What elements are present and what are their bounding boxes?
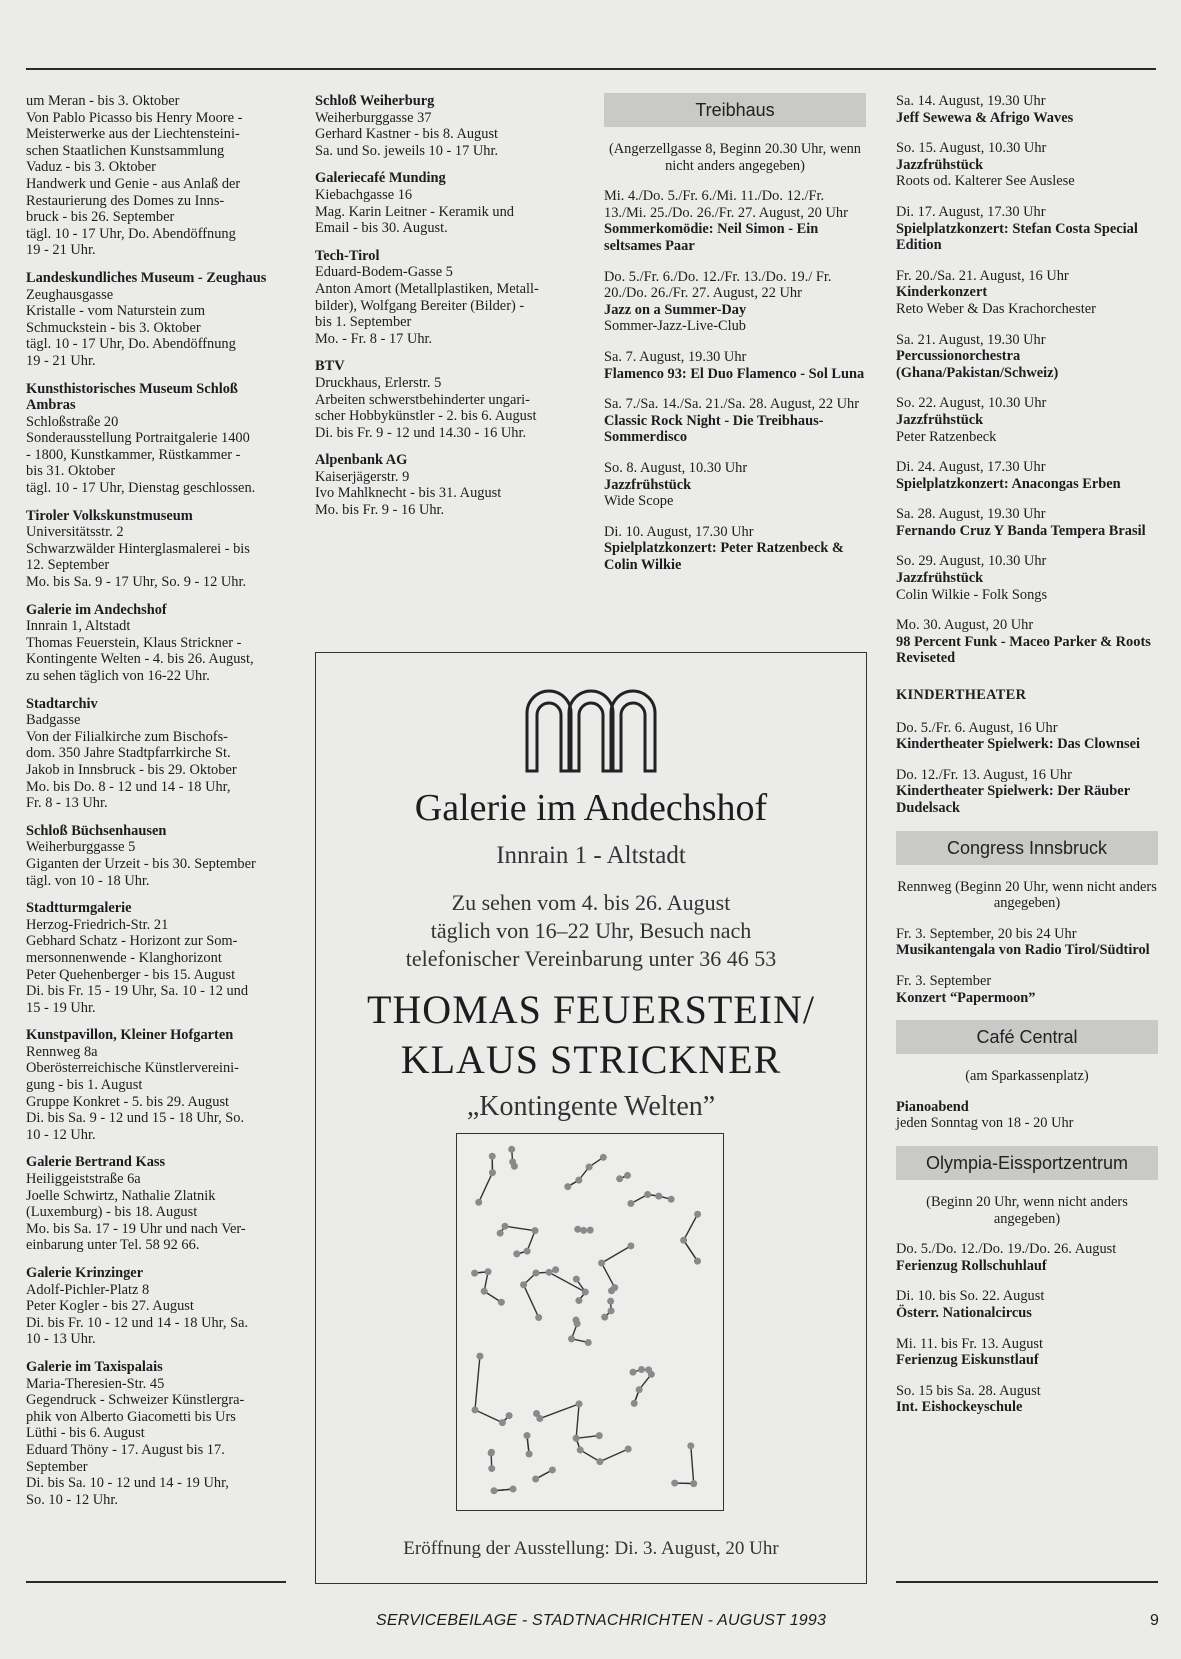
congress-note: Rennweg (Beginn 20 Uhr, wenn nicht anders angegeben) — [897, 878, 1157, 912]
listing-line: Sonderausstellung Portraitgalerie 1400 — [26, 430, 250, 447]
ad-info-hours: täglich von 16–22 Uhr, Besuch nach — [430, 918, 752, 943]
listing-line: Email - bis 30. August. — [315, 220, 448, 237]
listing-line: Kaiserjägerstr. 9 — [315, 468, 410, 485]
listing-title: Galerie Bertrand Kass — [26, 1154, 166, 1171]
column-events — [896, 93, 1158, 1430]
ad-info-phone: telefonischer Vereinbarung unter 36 46 53 — [405, 946, 777, 971]
event-date: Di. 10. bis So. 22. August — [896, 1288, 1045, 1305]
listing-line: 10 - 13 Uhr. — [26, 1331, 96, 1348]
event-subtitle: Colin Wilkie - Folk Songs — [896, 586, 1048, 603]
event-entry — [896, 973, 1158, 1006]
listing-line: Joelle Schwirtz, Nathalie Zlatnik — [26, 1187, 216, 1204]
listing-entry — [26, 900, 288, 1016]
listing-entry — [26, 270, 288, 370]
event-title: Fernando Cruz Y Banda Tempera Brasil — [896, 522, 1146, 539]
kindertheater-events — [896, 720, 1158, 817]
event-entry — [604, 269, 866, 335]
listing-line: Gegendruck - Schweizer Künstlergra- — [26, 1392, 245, 1409]
event-date: Sa. 7. August, 19.30 Uhr — [604, 348, 747, 365]
treibhaus-events — [604, 188, 866, 573]
listing-line: mersonnenwende - Klanghorizont — [26, 949, 222, 966]
listing-line: Mo. bis Sa. 17 - 19 Uhr und nach Ver- — [26, 1220, 246, 1237]
page-number: 9 — [1150, 1612, 1159, 1629]
listing-line: Herzog-Friedrich-Str. 21 — [26, 916, 169, 933]
listing-line: Von Pablo Picasso bis Henry Moore - — [26, 109, 243, 126]
listing-line: tägl. von 10 - 18 Uhr. — [26, 872, 150, 889]
bottom-rule-left — [26, 1581, 286, 1583]
listing-title: Kunsthistorisches Museum Schloß Ambras — [26, 380, 238, 414]
event-title: Jeff Sewewa & Afrigo Waves — [896, 109, 1074, 126]
event-title: Ferienzug Eiskunstlauf — [896, 1352, 1039, 1369]
listing-line: Anton Amort (Metallplastiken, Metall- — [315, 280, 539, 297]
event-date: Di. 24. August, 17.30 Uhr — [896, 459, 1046, 476]
gallery-advertisement — [315, 652, 867, 1584]
listing-line: zu sehen täglich von 16-22 Uhr. — [26, 668, 210, 684]
ad-artwork — [456, 1133, 724, 1511]
event-date: So. 15. August, 10.30 Uhr — [896, 140, 1047, 157]
listing-line: Schmuckstein - bis 3. Oktober — [26, 319, 201, 336]
event-entry — [896, 553, 1158, 603]
listing-line: Thomas Feuerstein, Klaus Strickner - — [26, 634, 242, 651]
listing-line: Schloßstraße 20 — [26, 413, 119, 430]
event-date: Fr. 20./Sa. 21. August, 16 Uhr — [896, 267, 1069, 284]
event-entry — [604, 188, 866, 254]
listing-entry — [315, 93, 585, 159]
column-treibhaus — [604, 93, 866, 587]
ad-gallery-title: Galerie im Andechshof — [414, 787, 768, 829]
listing-line: Di. bis Fr. 9 - 12 und 14.30 - 16 Uhr. — [315, 424, 527, 441]
event-title: Classic Rock Night - Die Treibhaus-Sommerdisco — [604, 412, 824, 446]
listing-line: tägl. 10 - 17 Uhr, Do. Abendöffnung — [26, 225, 236, 242]
treibhaus-band: Treibhaus — [604, 93, 866, 127]
listing-line: bis 31. Oktober — [26, 463, 116, 480]
listing-entry — [315, 452, 585, 518]
listing-line: Gruppe Konkret - 5. bis 29. August — [26, 1093, 230, 1110]
olympia-band: Olympia-Eissportzentrum — [896, 1146, 1158, 1180]
event-subtitle: Sommer-Jazz-Live-Club — [604, 318, 746, 335]
listing-title: Alpenbank AG — [315, 452, 408, 469]
listing-title: Galerie im Taxispalais — [26, 1358, 163, 1375]
listing-entry — [315, 358, 585, 441]
ad-opening: Eröffnung der Ausstellung: Di. 3. August, 20 Uhr — [403, 1538, 779, 1559]
event-date: Sa. 28. August, 19.30 Uhr — [896, 506, 1046, 523]
listing-entry — [26, 1027, 288, 1143]
listing-line: Innrain 1, Altstadt — [26, 618, 131, 635]
event-title: Flamenco 93: El Duo Flamenco - Sol Luna — [604, 365, 865, 382]
listing-line: Eduard-Bodem-Gasse 5 — [315, 264, 453, 281]
event-title: Jazzfrühstück — [896, 570, 984, 587]
listing-line: Ivo Mahlknecht - bis 31. August — [315, 485, 502, 502]
column-galleries — [315, 93, 585, 530]
event-date: Sa. 7./Sa. 14./Sa. 21./Sa. 28. August, 22 Uhr — [604, 396, 860, 413]
listing-line: Gerhard Kastner - bis 8. August — [315, 126, 499, 143]
event-title: Pianoabend — [896, 1098, 969, 1115]
event-entry — [604, 524, 866, 574]
event-title: Percussionorchestra (Ghana/Pakistan/Schweiz) — [896, 348, 1059, 381]
listing-line: bruck - bis 26. September — [26, 209, 175, 226]
event-entry — [896, 506, 1158, 539]
listing-line: scher Hobbykünstler - 2. bis 6. August — [315, 408, 537, 425]
event-date: Mi. 4./Do. 5./Fr. 6./Mi. 11./Do. 12./Fr. 13./Mi. 25./Do. 26./Fr. 27. August, 20 Uhr — [604, 188, 848, 221]
event-date: Do. 5./Fr. 6. August, 16 Uhr — [896, 719, 1058, 736]
event-entry — [896, 1288, 1158, 1321]
listing-title: Stadtturmgalerie — [26, 900, 132, 917]
listing-line: gung - bis 1. August — [26, 1077, 143, 1094]
listing-line: Eduard Thöny - 17. August bis 17. — [26, 1441, 225, 1458]
event-entry — [896, 93, 1158, 126]
listing-title: Stadtarchiv — [26, 695, 98, 712]
bottom-rule-right — [896, 1581, 1158, 1583]
event-date: Sa. 14. August, 19.30 Uhr — [896, 93, 1046, 109]
ad-artist-name-2: KLAUS STRICKNER — [400, 1037, 782, 1082]
event-entry — [896, 720, 1158, 753]
event-entry — [896, 1241, 1158, 1274]
listing-line: 10 - 12 Uhr. — [26, 1126, 96, 1143]
event-subtitle: jeden Sonntag von 18 - 20 Uhr — [896, 1115, 1074, 1132]
listing-line: Di. bis Fr. 10 - 12 und 14 - 18 Uhr, Sa. — [26, 1314, 249, 1331]
listing-line: Heiliggeiststraße 6a — [26, 1171, 141, 1188]
listing-entry — [26, 93, 288, 259]
event-entry — [896, 268, 1158, 318]
event-date: Do. 5./Fr. 6./Do. 12./Fr. 13./Do. 19./ Fr. 20./Do. 26./Fr. 27. August, 22 Uhr — [604, 268, 832, 302]
event-title: Spielplatzkonzert: Stefan Costa Special Edition — [896, 220, 1138, 254]
event-title: Spielplatzkonzert: Anacongas Erben — [896, 475, 1121, 492]
listing-line: Badgasse — [26, 712, 81, 729]
event-entry — [896, 332, 1158, 382]
event-title: Jazzfrühstück — [896, 156, 984, 173]
ad-location: Innrain 1 - Altstadt — [496, 842, 686, 869]
event-title: Sommerkomödie: Neil Simon - Ein seltsames Paar — [604, 221, 819, 254]
listing-line: phik von Alberto Giacometti bis Urs — [26, 1408, 236, 1425]
event-entry — [896, 926, 1158, 959]
listing-line: Kristalle - vom Naturstein zum — [26, 303, 206, 320]
listing-line: Universitätsstr. 2 — [26, 524, 124, 541]
event-subtitle: Roots od. Kalterer See Auslese — [896, 173, 1075, 190]
listing-entry — [315, 248, 585, 348]
olympia-note: (Beginn 20 Uhr, wenn nicht anders angegeben) — [926, 1193, 1128, 1227]
listing-line: 12. September — [26, 557, 110, 574]
event-title: Jazzfrühstück — [604, 476, 692, 493]
listing-line: Di. bis Fr. 15 - 19 Uhr, Sa. 10 - 12 und — [26, 983, 249, 1000]
listing-line: um Meran - bis 3. Oktober — [26, 93, 180, 109]
event-date: So. 22. August, 10.30 Uhr — [896, 395, 1047, 412]
column-museums — [26, 93, 288, 1519]
event-entry — [896, 204, 1158, 254]
listing-line: Sa. und So. jeweils 10 - 17 Uhr. — [315, 142, 499, 159]
listing-entry — [26, 381, 288, 497]
listing-line: Gebhard Schatz - Horizont zur Som- — [26, 933, 238, 950]
treibhaus-note: (Angerzellgasse 8, Beginn 20.30 Uhr, wenn nicht anders angegeben) — [609, 141, 861, 174]
listing-line: Handwerk und Genie - aus Anlaß der — [26, 175, 241, 192]
listing-line: Adolf-Pichler-Platz 8 — [26, 1281, 150, 1298]
event-title: Konzert “Papermoon” — [896, 989, 1036, 1006]
event-date: So. 15 bis Sa. 28. August — [896, 1382, 1041, 1399]
listing-title: Schloß Büchsenhausen — [26, 822, 167, 839]
event-entry — [896, 459, 1158, 492]
events-list — [896, 93, 1158, 667]
listing-line: Mo. bis Fr. 9 - 16 Uhr. — [315, 502, 445, 519]
event-title: Spielplatzkonzert: Peter Ratzenbeck & Colin Wilkie — [604, 540, 844, 573]
event-title: 98 Percent Funk - Maceo Parker & Roots Reviseted — [896, 633, 1151, 667]
listing-line: bilder), Wolfgang Bereiter (Bilder) - — [315, 297, 525, 314]
listing-line: - 1800, Kunstkammer, Rüstkammer - — [26, 446, 241, 463]
listing-line: Mo. bis Do. 8 - 12 und 14 - 18 Uhr, — [26, 778, 231, 795]
listing-title: Tech-Tirol — [315, 247, 380, 264]
event-entry — [896, 1336, 1158, 1369]
event-subtitle: Reto Weber & Das Krachorchester — [896, 300, 1096, 317]
listing-line: Kiebachgasse 16 — [315, 186, 413, 203]
event-title: Musikantengala von Radio Tirol/Südtirol — [896, 942, 1150, 959]
congress-events — [896, 926, 1158, 1006]
event-entry — [896, 617, 1158, 667]
event-date: Mi. 11. bis Fr. 13. August — [896, 1335, 1043, 1352]
event-entry — [896, 395, 1158, 445]
listing-line: Arbeiten schwerstbehinderter ungari- — [315, 391, 530, 408]
network-artwork-icon — [458, 1134, 723, 1509]
listing-line: Mo. bis Sa. 9 - 17 Uhr, So. 9 - 12 Uhr. — [26, 574, 247, 591]
event-date: Fr. 3. September, 20 bis 24 Uhr — [896, 925, 1077, 942]
event-entry — [896, 767, 1158, 817]
event-title: Kindertheater Spielwerk: Das Clownsei — [896, 736, 1140, 753]
listing-line: schen Staatlichen Kunstsammlung — [26, 142, 225, 159]
cafe-note: (am Sparkassenplatz) — [965, 1068, 1089, 1085]
event-subtitle: Peter Ratzenbeck — [896, 428, 997, 445]
event-date: Mo. 30. August, 20 Uhr — [896, 617, 1034, 634]
event-subtitle: Wide Scope — [604, 493, 674, 510]
event-date: Di. 17. August, 17.30 Uhr — [896, 203, 1046, 220]
listing-line: Peter Quehenberger - bis 15. August — [26, 966, 236, 983]
event-date: Do. 12./Fr. 13. August, 16 Uhr — [896, 766, 1072, 783]
event-title: Jazz on a Summer-Day — [604, 301, 747, 318]
cafe-band: Café Central — [896, 1020, 1158, 1054]
listing-line: (Luxemburg) - bis 18. August — [26, 1204, 198, 1221]
listing-line: Druckhaus, Erlerstr. 5 — [315, 374, 442, 391]
listing-line: September — [26, 1458, 88, 1475]
listing-title: Kunstpavillon, Kleiner Hofgarten — [26, 1027, 234, 1044]
event-entry — [896, 1383, 1158, 1416]
arches-logo-icon — [521, 683, 661, 773]
congress-band: Congress Innsbruck — [896, 831, 1158, 865]
event-title: Kinderkonzert — [896, 284, 988, 301]
listing-line: einbarung unter Tel. 58 92 66. — [26, 1237, 200, 1254]
listing-line: Kontingente Welten - 4. bis 26. August, — [26, 651, 254, 668]
listing-title: Schloß Weiherburg — [315, 93, 435, 109]
event-entry — [604, 349, 866, 382]
event-title: Österr. Nationalcircus — [896, 1304, 1032, 1321]
listing-line: Maria-Theresien-Str. 45 — [26, 1375, 165, 1392]
listing-line: Weiherburggasse 37 — [315, 109, 432, 126]
listing-line: Rennweg 8a — [26, 1043, 98, 1060]
listing-line: Giganten der Urzeit - bis 30. September — [26, 855, 256, 872]
cafe-events — [896, 1099, 1158, 1132]
event-title: Int. Eishockeyschule — [896, 1399, 1023, 1416]
listing-line: 15 - 19 Uhr. — [26, 999, 96, 1016]
listing-entry — [26, 508, 288, 591]
footer-title: SERVICEBEILAGE - STADTNACHRICHTEN - AUGUST 1993 — [376, 1612, 827, 1629]
event-entry — [896, 140, 1158, 190]
listing-line: Restaurierung des Domes zu Inns- — [26, 192, 225, 209]
ad-artist-name-1: THOMAS FEUERSTEIN/ — [366, 987, 816, 1032]
ad-info-dates: Zu sehen vom 4. bis 26. August — [451, 890, 731, 915]
event-title: Jazzfrühstück — [896, 411, 984, 428]
olympia-events — [896, 1241, 1158, 1416]
listing-line: Peter Kogler - bis 27. August — [26, 1298, 194, 1315]
top-rule — [26, 68, 1156, 70]
listing-title: Galerie Krinzinger — [26, 1265, 144, 1281]
event-entry — [604, 396, 866, 446]
listing-line: 19 - 21 Uhr. — [26, 242, 96, 259]
listing-line: Jakob in Innsbruck - bis 29. Oktober — [26, 761, 237, 778]
kindertheater-heading: KINDERTHEATER — [896, 687, 1027, 704]
listing-line: Weiherburggasse 5 — [26, 839, 136, 856]
listing-line: Oberösterreichische Künstlervereini- — [26, 1060, 239, 1077]
listing-entry — [26, 602, 288, 685]
event-date: Sa. 21. August, 19.30 Uhr — [896, 331, 1046, 348]
listing-entry — [26, 823, 288, 889]
listing-line: tägl. 10 - 17 Uhr, Do. Abendöffnung — [26, 336, 236, 353]
ad-exhibition-title: „Kontingente Welten” — [466, 1091, 716, 1122]
listing-line: Zeughausgasse — [26, 286, 114, 303]
event-date: Do. 5./Do. 12./Do. 19./Do. 26. August — [896, 1241, 1117, 1258]
listing-line: Meisterwerke aus der Liechtensteini- — [26, 126, 240, 143]
listing-line: Mag. Karin Leitner - Keramik und — [315, 203, 515, 220]
listing-entry — [315, 170, 585, 236]
listing-title: Galeriecafé Munding — [315, 170, 446, 187]
listing-line: dom. 350 Jahre Stadtpfarrkirche St. — [26, 745, 231, 762]
listing-line: Lüthi - bis 6. August — [26, 1425, 145, 1442]
listing-entry — [26, 1265, 288, 1348]
event-date: Di. 10. August, 17.30 Uhr — [604, 523, 754, 540]
event-date: So. 8. August, 10.30 Uhr — [604, 459, 748, 476]
listing-line: Von der Filialkirche zum Bischofs- — [26, 728, 228, 745]
listing-line: Di. bis Sa. 9 - 12 und 15 - 18 Uhr, So. — [26, 1110, 245, 1127]
listing-line: So. 10 - 12 Uhr. — [26, 1491, 118, 1508]
listing-line: Fr. 8 - 13 Uhr. — [26, 795, 108, 812]
listing-title: Tiroler Volkskunstmuseum — [26, 507, 193, 524]
listing-line: tägl. 10 - 17 Uhr, Dienstag geschlossen. — [26, 480, 256, 497]
listing-title: Galerie im Andechshof — [26, 601, 167, 618]
listing-line: Vaduz - bis 3. Oktober — [26, 159, 156, 176]
event-date: Fr. 3. September — [896, 972, 992, 989]
listing-entry — [26, 1154, 288, 1254]
listing-entry — [26, 696, 288, 812]
listing-title: Landeskundliches Museum - Zeughaus — [26, 269, 267, 286]
event-title: Kindertheater Spielwerk: Der Räuber Dudelsack — [896, 783, 1130, 816]
listing-line: Mo. - Fr. 8 - 17 Uhr. — [315, 330, 433, 347]
event-entry — [604, 460, 866, 510]
event-title: Ferienzug Rollschuhlauf — [896, 1257, 1047, 1274]
listing-entry — [26, 1359, 288, 1508]
listing-line: 19 - 21 Uhr. — [26, 352, 96, 369]
listing-title: BTV — [315, 358, 345, 375]
listing-line: Schwarzwälder Hinterglasmalerei - bis — [26, 540, 250, 557]
event-date: So. 29. August, 10.30 Uhr — [896, 553, 1047, 570]
listing-line: bis 1. September — [315, 314, 412, 331]
event-entry — [896, 1099, 1158, 1132]
listing-line: Di. bis Sa. 10 - 12 und 14 - 19 Uhr, — [26, 1475, 229, 1492]
